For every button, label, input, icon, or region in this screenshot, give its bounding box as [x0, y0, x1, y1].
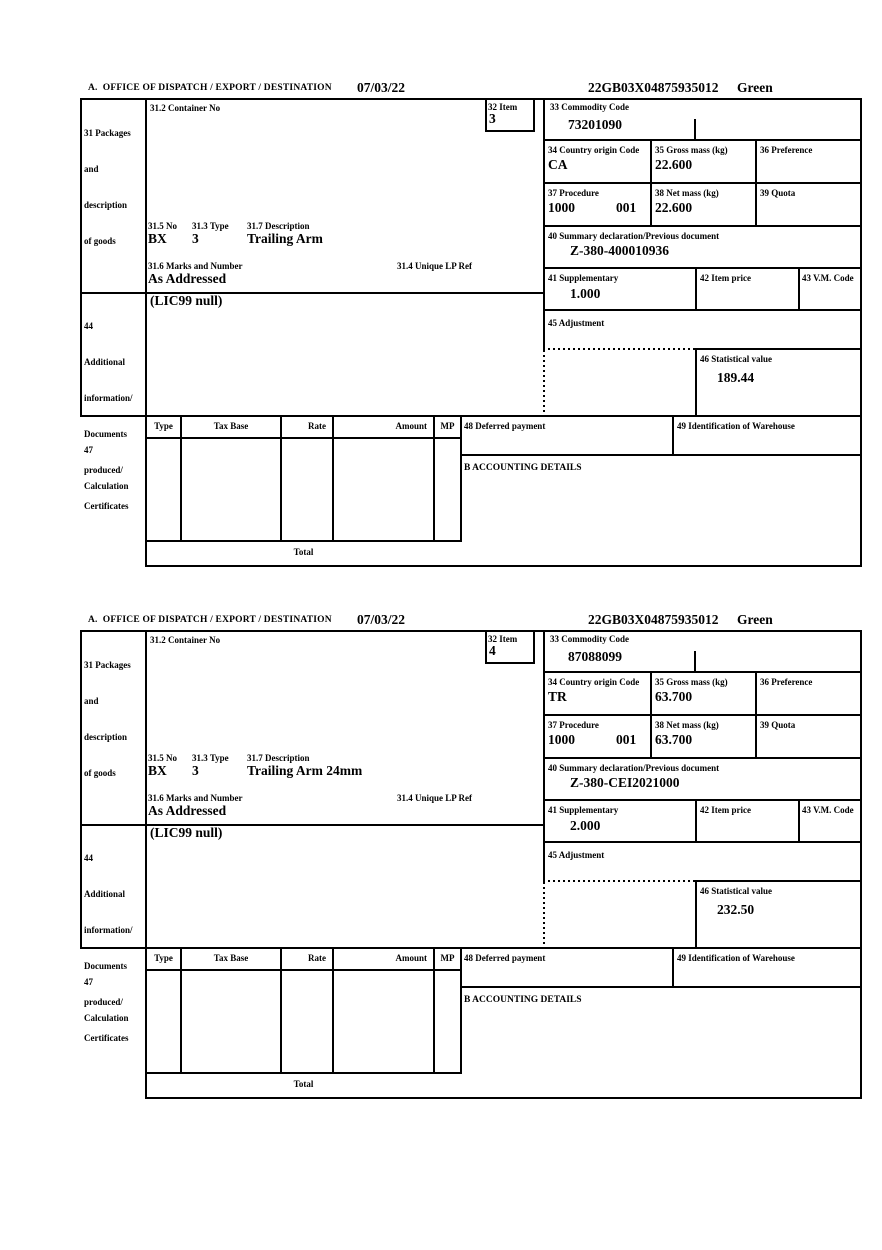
marks-label: 31.6 Marks and Number: [148, 261, 243, 271]
divider-line: [543, 139, 862, 141]
item-price-label: 42 Item price: [700, 805, 751, 815]
col-rate-header: Rate: [308, 953, 326, 963]
divider-line: [460, 454, 862, 456]
country-origin-label: 34 Country origin Code: [548, 145, 640, 155]
previous-document-value: Z-380-CEI2021000: [570, 775, 680, 790]
package-type-label: 31.3 Type: [192, 753, 229, 763]
adjustment-label: 45 Adjustment: [548, 850, 605, 860]
description-label: 31.7 Description: [247, 753, 310, 763]
commodity-code-tick: [694, 651, 696, 671]
divider-line: [180, 947, 182, 1072]
col-mp-header: MP: [440, 421, 455, 431]
dotted-divider-line: [543, 350, 545, 415]
procedure-label: 37 Procedure: [548, 720, 599, 730]
divider-line: [180, 415, 182, 540]
description-label: 31.7 Description: [247, 221, 310, 231]
preference-label: 36 Preference: [760, 677, 813, 687]
commodity-code-tick: [694, 119, 696, 139]
divider-line: [860, 98, 862, 567]
net-mass-label: 38 Net mass (kg): [655, 188, 719, 198]
divider-line: [672, 947, 674, 986]
divider-line: [485, 130, 535, 132]
routing-status: Green: [737, 80, 773, 95]
additional-info-value: (LIC99 null): [150, 293, 223, 308]
divider-line: [80, 98, 82, 417]
divider-line: [460, 947, 462, 1072]
divider-line: [543, 714, 862, 716]
description-value: Trailing Arm: [247, 231, 323, 246]
divider-line: [145, 969, 462, 971]
statistical-value: 232.50: [717, 902, 755, 917]
statistical-value: 189.44: [717, 370, 755, 385]
table-total-label: Total: [293, 547, 314, 557]
sad-item-block: [80, 80, 864, 567]
divider-line: [543, 630, 545, 882]
procedure-qualifier-value: 001: [616, 732, 637, 747]
divider-line: [145, 540, 462, 542]
divider-line: [860, 630, 862, 1099]
calculation-label: 47 Calculation: [84, 977, 129, 1023]
col-amount-header: Amount: [395, 953, 427, 963]
country-origin-value: CA: [548, 157, 568, 172]
divider-line: [798, 799, 800, 843]
accounting-details-label: B ACCOUNTING DETAILS: [464, 463, 582, 473]
divider-line: [460, 415, 462, 540]
adjustment-label: 45 Adjustment: [548, 318, 605, 328]
previous-document-label: 40 Summary declaration/Previous document: [548, 231, 720, 241]
divider-line: [650, 139, 652, 227]
routing-status: Green: [737, 612, 773, 627]
deferred-payment-label: 48 Deferred payment: [464, 953, 546, 963]
calculation-label: 47 Calculation: [84, 445, 129, 491]
item-number-label: 32 Item: [488, 102, 518, 112]
divider-line: [433, 947, 435, 1072]
procedure-label: 37 Procedure: [548, 188, 599, 198]
previous-document-label: 40 Summary declaration/Previous document: [548, 763, 720, 773]
divider-line: [543, 309, 862, 311]
supplementary-label: 41 Supplementary: [548, 805, 619, 815]
divider-line: [433, 415, 435, 540]
divider-line: [695, 880, 697, 947]
package-type-value: 3: [192, 231, 199, 246]
col-type-header: Type: [154, 421, 173, 431]
divider-line: [332, 947, 334, 1072]
additional-info-label: 44 Additional information/ Documents produced/ Certificates: [84, 321, 133, 511]
divider-line: [280, 947, 282, 1072]
divider-line: [460, 986, 862, 988]
unique-lp-ref-label: 31.4 Unique LP Ref: [397, 261, 473, 271]
additional-info-value: (LIC99 null): [150, 825, 223, 840]
quota-label: 39 Quota: [760, 188, 796, 198]
commodity-code-value: 87088099: [568, 649, 622, 664]
preference-label: 36 Preference: [760, 145, 813, 155]
gross-mass-value: 63.700: [655, 689, 693, 704]
divider-line: [145, 630, 147, 1099]
divider-line: [80, 630, 82, 949]
vm-code-label: 43 V.M. Code: [802, 273, 854, 283]
divider-line: [533, 98, 535, 132]
deferred-payment-label: 48 Deferred payment: [464, 421, 546, 431]
commodity-code-label: 33 Commodity Code: [550, 102, 629, 112]
divider-line: [543, 799, 862, 801]
procedure-qualifier-value: 001: [616, 200, 637, 215]
divider-line: [533, 630, 535, 664]
gross-mass-label: 35 Gross mass (kg): [655, 677, 728, 687]
office-of-dispatch-label: A. OFFICE OF DISPATCH / EXPORT / DESTINATION: [88, 615, 332, 625]
divider-line: [543, 225, 862, 227]
divider-line: [798, 267, 800, 311]
table-total-label: Total: [293, 1079, 314, 1089]
divider-line: [672, 415, 674, 454]
divider-line: [755, 139, 757, 227]
divider-line: [485, 662, 535, 664]
divider-line: [543, 671, 862, 673]
country-origin-label: 34 Country origin Code: [548, 677, 640, 687]
dotted-divider-line: [543, 882, 545, 947]
package-no-label: 31.5 No: [148, 221, 177, 231]
col-amount-header: Amount: [395, 421, 427, 431]
divider-line: [695, 348, 697, 415]
gross-mass-label: 35 Gross mass (kg): [655, 145, 728, 155]
col-tax-base-header: Tax Base: [213, 421, 249, 431]
dotted-divider-line: [543, 348, 695, 350]
procedure-value: 1000: [548, 200, 575, 215]
sad-item-block: [80, 612, 864, 1099]
marks-value: As Addressed: [148, 271, 227, 286]
quota-label: 39 Quota: [760, 720, 796, 730]
item-number-value: 3: [489, 111, 496, 126]
gross-mass-value: 22.600: [655, 157, 693, 172]
marks-label: 31.6 Marks and Number: [148, 793, 243, 803]
unique-lp-ref-label: 31.4 Unique LP Ref: [397, 793, 473, 803]
commodity-code-value: 73201090: [568, 117, 622, 132]
accounting-details-label: B ACCOUNTING DETAILS: [464, 995, 582, 1005]
package-no-label: 31.5 No: [148, 753, 177, 763]
divider-line: [485, 98, 487, 130]
package-no-value: BX: [148, 763, 167, 778]
supplementary-value: 2.000: [570, 818, 601, 833]
warehouse-id-label: 49 Identification of Warehouse: [677, 421, 795, 431]
divider-line: [543, 757, 862, 759]
divider-line: [332, 415, 334, 540]
col-rate-header: Rate: [308, 421, 326, 431]
divider-line: [543, 98, 545, 350]
supplementary-label: 41 Supplementary: [548, 273, 619, 283]
col-type-header: Type: [154, 953, 173, 963]
dotted-divider-line: [543, 880, 695, 882]
declaration-date: 07/03/22: [357, 80, 406, 95]
divider-line: [145, 565, 862, 567]
item-price-label: 42 Item price: [700, 273, 751, 283]
package-type-label: 31.3 Type: [192, 221, 229, 231]
divider-line: [80, 98, 862, 100]
office-of-dispatch-label: A. OFFICE OF DISPATCH / EXPORT / DESTINATION: [88, 83, 332, 93]
divider-line: [543, 841, 862, 843]
divider-line: [543, 267, 862, 269]
warehouse-id-label: 49 Identification of Warehouse: [677, 953, 795, 963]
box31-packages-label: 31 Packages and description of goods: [84, 660, 131, 778]
col-tax-base-header: Tax Base: [213, 953, 249, 963]
container-no-label: 31.2 Container No: [150, 635, 221, 645]
description-value: Trailing Arm 24mm: [247, 763, 363, 778]
divider-line: [145, 98, 147, 567]
divider-line: [695, 880, 862, 882]
divider-line: [695, 799, 697, 843]
package-type-value: 3: [192, 763, 199, 778]
item-number-label: 32 Item: [488, 634, 518, 644]
divider-line: [650, 671, 652, 759]
marks-value: As Addressed: [148, 803, 227, 818]
box31-packages-label: 31 Packages and description of goods: [84, 128, 131, 246]
procedure-value: 1000: [548, 732, 575, 747]
net-mass-label: 38 Net mass (kg): [655, 720, 719, 730]
divider-line: [543, 182, 862, 184]
declaration-date: 07/03/22: [357, 612, 406, 627]
divider-line: [80, 947, 862, 949]
package-no-value: BX: [148, 231, 167, 246]
additional-info-label: 44 Additional information/ Documents produced/ Certificates: [84, 853, 133, 1043]
divider-line: [485, 630, 487, 662]
divider-line: [145, 1072, 462, 1074]
country-origin-value: TR: [548, 689, 567, 704]
divider-line: [80, 415, 862, 417]
container-no-label: 31.2 Container No: [150, 103, 221, 113]
item-number-value: 4: [489, 643, 496, 658]
divider-line: [80, 630, 862, 632]
statistical-value-label: 46 Statistical value: [700, 354, 772, 364]
divider-line: [145, 437, 462, 439]
vm-code-label: 43 V.M. Code: [802, 805, 854, 815]
statistical-value-label: 46 Statistical value: [700, 886, 772, 896]
divider-line: [280, 415, 282, 540]
declaration-reference: 22GB03X04875935012: [588, 80, 719, 95]
net-mass-value: 22.600: [655, 200, 693, 215]
col-mp-header: MP: [440, 953, 455, 963]
divider-line: [695, 267, 697, 311]
previous-document-value: Z-380-400010936: [570, 243, 669, 258]
declaration-reference: 22GB03X04875935012: [588, 612, 719, 627]
divider-line: [145, 1097, 862, 1099]
divider-line: [755, 671, 757, 759]
divider-line: [695, 348, 862, 350]
net-mass-value: 63.700: [655, 732, 693, 747]
commodity-code-label: 33 Commodity Code: [550, 634, 629, 644]
supplementary-value: 1.000: [570, 286, 601, 301]
